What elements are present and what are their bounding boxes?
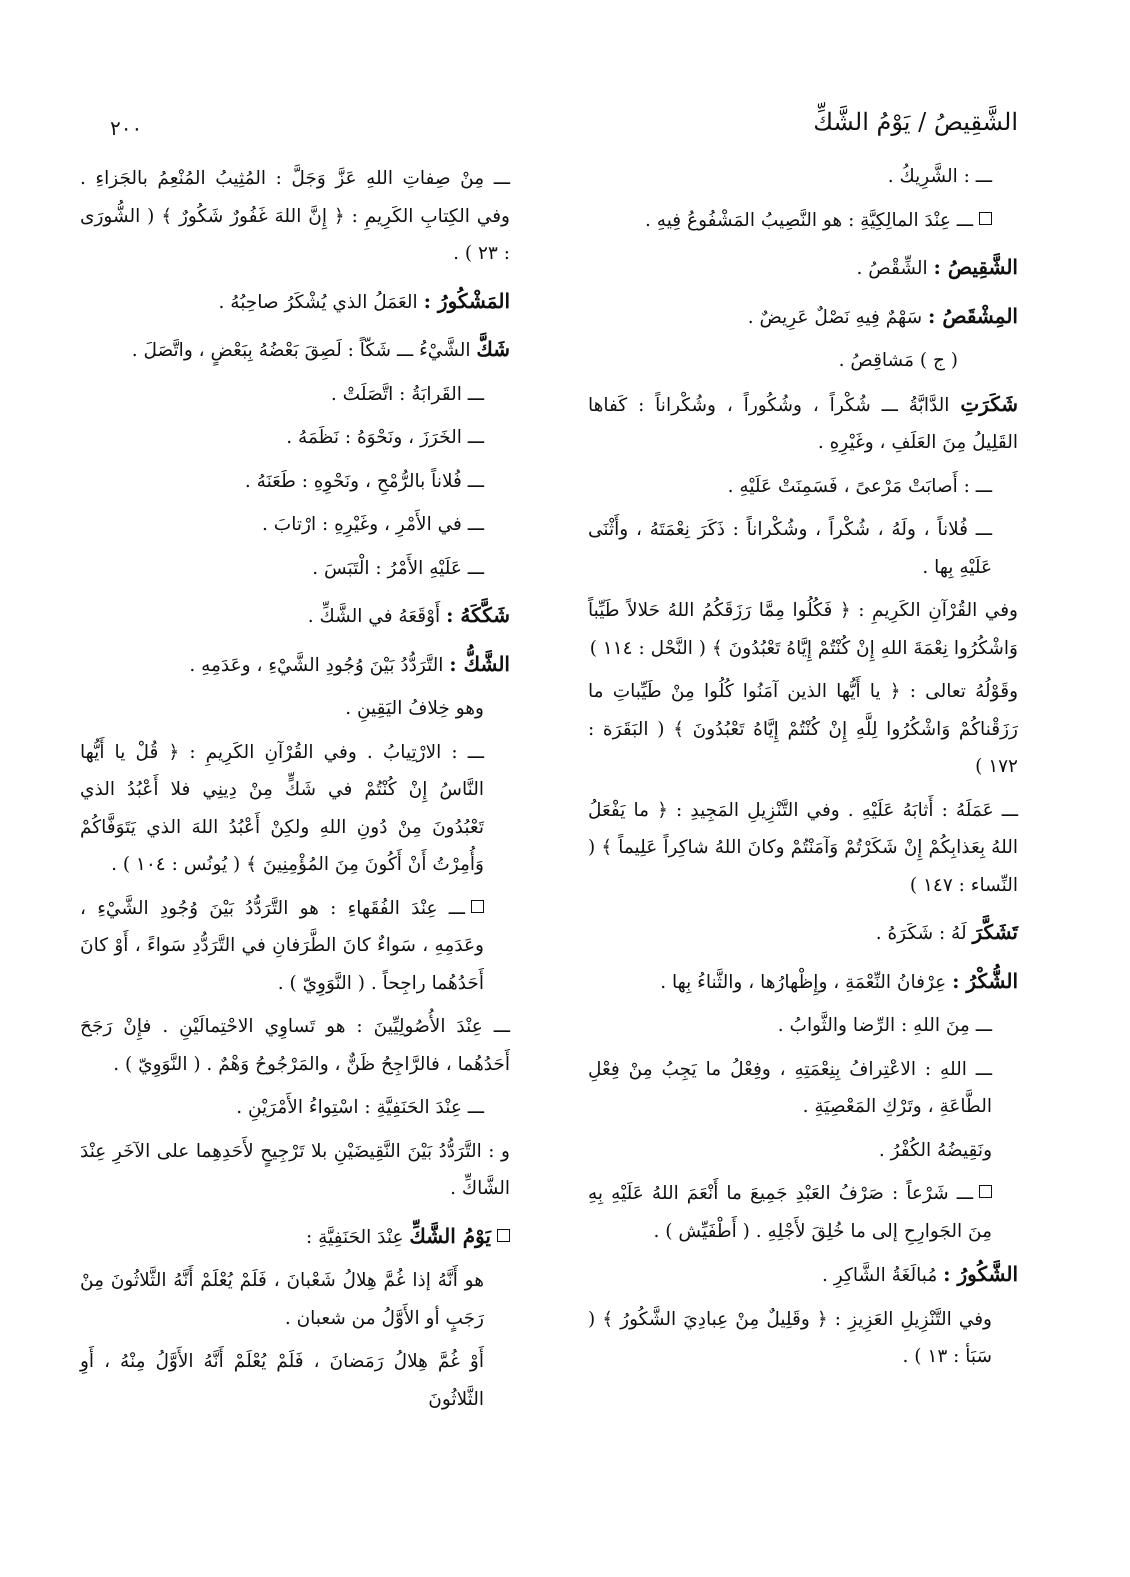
definition-text: و : التَّرَدُّدُ بَيْنَ النَّقِيضَيْنِ بلا تَرْجِيحٍ لأَحَدِهِما على الآخَرِ عِنْدَ الشَّاكِّ . [80, 1140, 510, 1199]
definition-text: ـــ عِنْدَ الفُقَهاءِ : هو التَّرَدُّدُ بَيْنَ وُجُودِ الشَّيْءِ ، وعَدَمِهِ ، سَواءٌ كانَ الطَّرَفانِ في التَّرَدُّدِ سَواءً ، أَوْ كانَ أَحَدُهُما راجِحاً . ( النَّوَوِيّ ) . [80, 897, 484, 994]
entry-line [588, 1007, 1018, 1045]
definition-text: ـــ فُلاناً ، ولَهُ ، شُكْراً ، وشُكْراناً : ذَكَرَ نِعْمَتَهُ ، وأَثْنَى عَلَيْهِ بِها . [588, 519, 992, 578]
definition-text: ـــ عَمَلَهُ : أَثابَهُ عَلَيْهِ . وفي التَّنْزِيلِ المَجِيدِ : ﴿ ما يَفْعَلُ اللهُ بِعَذابِكُمْ إِنْ شَكَرْتُمْ وَآمَنْتُمْ وكانَ اللهُ شاكِراً عَلِيماً ﴾ ( النِّساء : ١٤٧ ) [588, 799, 1018, 896]
dictionary-entry [80, 597, 510, 636]
definition-text: لَهُ : شَكَرَهُ . [875, 923, 973, 944]
definition-text: سَهْمٌ فِيهِ نَصْلٌ عَرِيضٌ . [747, 306, 928, 328]
dictionary-entry [588, 298, 1018, 337]
dictionary-entry [80, 283, 510, 322]
entry-line [588, 342, 1018, 380]
definition-text: ـــ مِنْ صِفاتِ اللهِ عَزَّ وَجَلَّ : المُثِيبُ المُنْعِمُ بالجَزاءِ . وفي الكِتابِ الكَرِيمِ : ﴿ إِنَّ اللهَ غَفُورٌ شَكُورٌ ﴾ ( الشُّورَى : ٢٣ ) . [80, 168, 510, 264]
headword: شَكَّكَهُ : [446, 603, 510, 627]
dictionary-entry [588, 386, 1018, 462]
headword: المَشْكُورُ : [423, 288, 510, 313]
entry-line [588, 158, 1018, 196]
square-marker-icon [979, 212, 992, 225]
definition-text: مُبالَغَةُ الشَّاكِرِ . [822, 1265, 944, 1286]
definition-text: عِرْفانُ النِّعْمَةِ ، وإِظْهارُها ، والثَّناءُ بِها . [660, 971, 953, 993]
square-marker-icon [471, 900, 484, 913]
dictionary-entry [588, 963, 1018, 1002]
entry-line [80, 506, 510, 544]
headword: الشُّكْرُ : [952, 968, 1018, 993]
headword: شَكَرَتِ [960, 391, 1018, 416]
dictionary-entry [80, 646, 510, 685]
entry-line [588, 511, 1018, 586]
definition-text: ( ج ) مَشاقِصُ . [838, 350, 958, 371]
running-head: الشَّقِيصُ / يَوْمُ الشَّكِّ [813, 108, 1018, 136]
headword: الشَّكُورُ : [943, 1262, 1018, 1286]
dictionary-entry [588, 1256, 1018, 1295]
definition-text: ـــ فُلاناً بالرُّمْحِ ، ونَحْوِهِ : طَعَنَهُ . [244, 470, 484, 492]
dictionary-entry [80, 331, 510, 370]
definition-text: عِنْدَ الحَنَفِيَّةِ : [306, 1226, 410, 1248]
definition-text: ـــ اللهِ : الاعْتِرافُ بِنِعْمَتِهِ ، وفِعْلُ ما يَجِبُ مِنْ فِعْلِ الطَّاعَةِ ، وتَرْكِ المَعْصِيَةِ . [588, 1058, 992, 1117]
definition-text: وفي القُرْآنِ الكَرِيمِ : ﴿ فَكُلُوا مِمَّا رَزَقَكُمُ اللهُ حَلالاً طَيِّباً وَاشْكُرُوا نِعْمَةَ اللهِ إِنْ كُنْتُمْ إِيَّاهُ تَعْبُدُونَ ﴾ ( النَّحْل : ١١٤ ) [588, 600, 1018, 659]
entry-line [588, 1132, 1018, 1170]
entry-line [80, 734, 510, 884]
definition-text: ـــ شَرْعاً : صَرْفُ العَبْدِ جَمِيعَ ما أَنْعَمَ اللهُ عَلَيْهِ بِهِ مِنَ الجَوارِحِ إلى ما خُلِقَ لأَجْلِهِ . ( أَطْفَيِّش ) . [588, 1183, 992, 1242]
headword: تَشَكَّرَ [972, 920, 1018, 944]
entry-line [80, 690, 510, 728]
definition-text: وفي التَّنْزِيلِ العَزِيزِ : ﴿ وقَلِيلٌ مِنْ عِبادِيَ الشَّكُورُ ﴾ ( سَبَأ : ١٣ ) . [588, 1308, 992, 1367]
definition-text: ـــ عِنْدَ الحَنَفِيَّةِ : اسْتِواءُ الأَمْرَيْنِ . [236, 1097, 484, 1118]
definition-text: أَوْ غُمَّ هِلالُ رَمَضانَ ، فَلَمْ يُعْلَمْ أَنَّهُ الأَوَّلُ مِنْهُ ، أَوِ الثَّلاثُونَ [80, 1351, 484, 1410]
definition-text: ـــ مِنَ اللهِ : الرِّضا والثَّوابُ . [777, 1015, 992, 1036]
dictionary-entry [80, 1218, 510, 1257]
entry-line [80, 1008, 510, 1083]
definition-text: ـــ القَرابَةُ : اتَّصَلَتْ . [330, 383, 484, 405]
definition-text: وقَوْلُهُ تعالى : ﴿ يا أَيُّها الذين آمَنُوا كُلُوا مِنْ طَيِّباتِ ما رَزَقْناكُمْ وَاشْكُرُوا لِلَّهِ إِنْ كُنْتُمْ إِيَّاهُ تَعْبُدُونَ ﴾ ( البَقَرَة : ١٧٢ ) [588, 681, 1018, 777]
entry-line [80, 1343, 510, 1418]
entry-line [80, 1089, 510, 1127]
entry-line [80, 160, 510, 273]
headword: شَكَّ [476, 337, 510, 361]
definition-text: التَّرَدُّدُ بَيْنَ وُجُودِ الشَّيْءِ ، وعَدَمِهِ . [189, 654, 450, 676]
square-marker-icon [497, 1229, 510, 1242]
page-number: ٢٠٠ [110, 116, 143, 140]
definition-text: الدَّابَّةُ ـــ شُكْراً ، وشُكُوراً ، وشُكْراناً : كَفاها القَلِيلُ مِنَ العَلَفِ ، وغَيْرِهِ . [588, 394, 1018, 453]
entry-line [80, 1262, 510, 1337]
entry-line [80, 376, 510, 414]
headword: يَوْمُ الشَّكِّ [409, 1223, 491, 1248]
headword: الشَّقِيصُ : [933, 255, 1018, 279]
entry-line [588, 202, 1018, 240]
definition-text: ـــ : الشَّرِيكُ . [887, 166, 992, 187]
entry-line [588, 1175, 1018, 1250]
right-column [588, 158, 1018, 1382]
entry-line [588, 592, 1018, 667]
definition-text: الشَّيْءُ ـــ شَكّاً : لَصِقَ بَعْضُهُ بِبَعْضٍ ، واتَّصَلَ . [131, 340, 477, 361]
entry-line [588, 1301, 1018, 1376]
definition-text: العَمَلُ الذي يُشْكَرُ صاحِبُهُ . [218, 291, 424, 313]
definition-text: ـــ في الأَمْرِ ، وغَيْرِهِ : ارْتابَ . [262, 514, 484, 535]
entry-line [588, 792, 1018, 905]
definition-text: ونَقِيضُهُ الكُفْرُ . [878, 1139, 992, 1161]
definition-text: وهو خِلافُ اليَقِينِ . [345, 698, 484, 719]
definition-text: أَوْقَعَهُ في الشَّكِّ . [307, 606, 447, 627]
headword: الشَّكُّ : [449, 651, 510, 676]
headword: المِشْقَصُ : [927, 303, 1018, 328]
entry-line [80, 550, 510, 588]
definition-text: ـــ عَلَيْهِ الأَمْرُ : الْتَبَسَ . [312, 557, 484, 579]
entry-line [80, 419, 510, 457]
square-marker-icon [979, 1185, 992, 1198]
definition-text: هو أَنَّهُ إذا غُمَّ هِلالُ شَعْبانَ ، فَلَمْ يُعْلَمْ أَنَّهُ الثَّلاثُونَ مِنْ رَجَبٍ أو الأَوَّلُ من شعبان . [80, 1270, 484, 1329]
definition-text: ـــ عِنْدَ المالِكِيَّةِ : هو النَّصِيبُ المَشْفُوعُ فِيهِ . [645, 209, 973, 231]
dictionary-entry [588, 249, 1018, 288]
definition-text: الشِّقْصُ . [856, 258, 934, 279]
definition-text: ـــ عِنْدَ الأُصُولِيِّينَ : هو تَساوِي الاحْتِمالَيْنِ . فإِنْ رَجَحَ أَحَدُهُما ، فالرَّاجِحُ ظَنٌّ ، والمَرْجُوحُ وَهْمٌ . ( النَّوَوِيّ ) . [80, 1016, 510, 1075]
definition-text: ـــ : الارْتِيابُ . وفي القُرْآنِ الكَرِيمِ : ﴿ قُلْ يا أَيُّها النَّاسُ إِنْ كُنْتُمْ في شَكٍّ مِنْ دِينِي فلا أَعْبُدُ الذي تَعْبُدُونَ مِنْ دُونِ اللهِ ولكِنْ أَعْبُدُ اللهَ الذي يَتَوَفَّاكُمْ وَأُمِرْتُ أَنْ أَكُونَ مِنَ المُؤْمِنِينَ ﴾ ( يُونُس : ١٠٤ ) . [80, 741, 484, 875]
entry-line [588, 673, 1018, 786]
left-column [80, 160, 510, 1424]
entry-line [80, 890, 510, 1003]
definition-text: ـــ : أَصابَتْ مَرْعىً ، فَسَمِنَتْ عَلَيْهِ . [727, 475, 992, 497]
page-header [80, 108, 1018, 152]
entry-line [588, 1051, 1018, 1126]
entry-line [588, 468, 1018, 506]
dictionary-entry [588, 914, 1018, 953]
definition-text: ـــ الخَرَزَ ، ونَحْوَهُ : نَظَمَهُ . [286, 427, 484, 448]
entry-line [80, 1133, 510, 1208]
entry-line [80, 463, 510, 501]
